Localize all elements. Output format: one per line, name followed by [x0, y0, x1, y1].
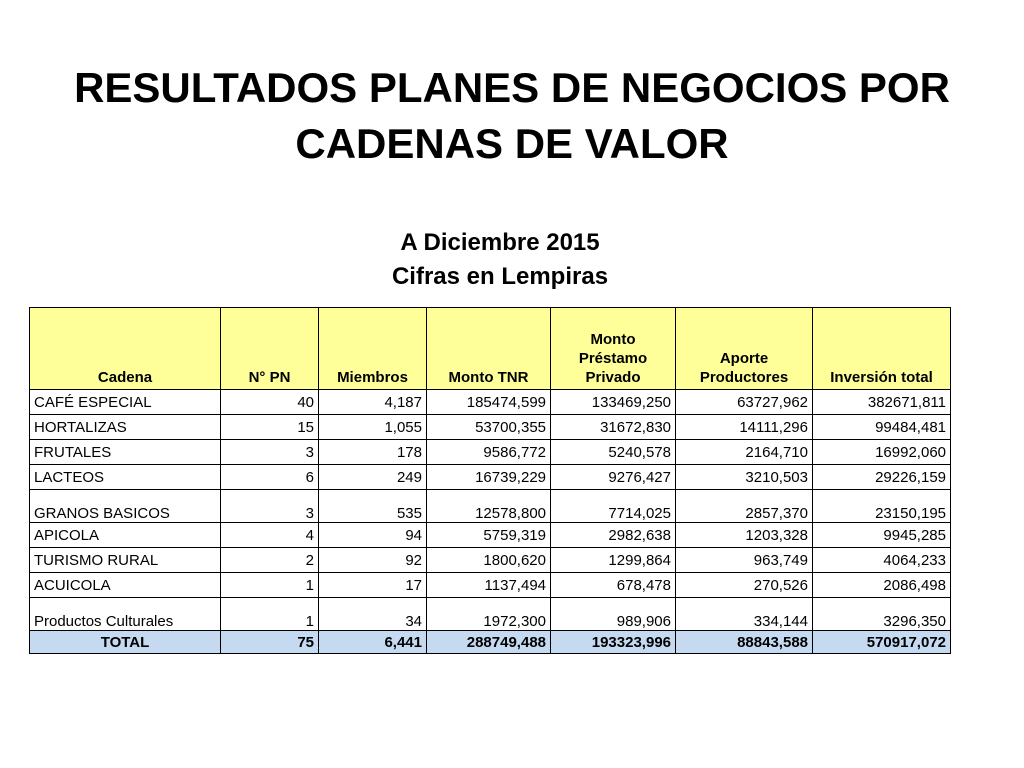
cell-monto-prestamo: 7714,025	[551, 490, 676, 523]
table-row	[30, 573, 951, 598]
cell-monto-prestamo: 31672,830	[551, 415, 676, 440]
cell-cadena: HORTALIZAS	[30, 415, 221, 440]
table-row	[30, 523, 951, 548]
table-row	[30, 490, 951, 523]
cell-monto-tnr: 9586,772	[427, 440, 551, 465]
header-miembros: Miembros	[319, 308, 427, 390]
cell-monto-prestamo: 989,906	[551, 598, 676, 631]
table-row	[30, 440, 951, 465]
header-row	[30, 308, 951, 390]
cell-inversion: 99484,481	[813, 415, 951, 440]
cell-monto-tnr: 1972,300	[427, 598, 551, 631]
cell-n-pn: 15	[221, 415, 319, 440]
header-cadena: Cadena	[30, 308, 221, 390]
header-aporte-line-2: Productores	[699, 369, 789, 386]
cell-inversion: 23150,195	[813, 490, 951, 523]
cell-aporte: 2164,710	[676, 440, 813, 465]
cell-cadena: TURISMO RURAL	[30, 548, 221, 573]
cell-n-pn: 40	[221, 390, 319, 415]
cell-monto-tnr: 12578,800	[427, 490, 551, 523]
cell-cadena: Productos Culturales	[30, 598, 221, 631]
cell-n-pn: 4	[221, 523, 319, 548]
table-footer	[30, 631, 951, 654]
table-row	[30, 390, 951, 415]
cell-miembros: 249	[319, 465, 427, 490]
header-monto-prestamo-line-2: Préstamo	[578, 350, 648, 367]
cell-aporte: 1203,328	[676, 523, 813, 548]
total-n-pn: 75	[221, 631, 319, 654]
header-monto-prestamo-line-3: Privado	[585, 369, 641, 386]
cell-miembros: 178	[319, 440, 427, 465]
header-monto-tnr: Monto TNR	[427, 308, 551, 390]
cell-miembros: 34	[319, 598, 427, 631]
header-aporte-line-1: Aporte	[719, 350, 769, 367]
header-aporte-productores	[676, 308, 813, 390]
subtitle-currency: Cifras en Lempiras	[391, 263, 609, 290]
cell-monto-tnr: 185474,599	[427, 390, 551, 415]
cell-miembros: 4,187	[319, 390, 427, 415]
cell-inversion: 3296,350	[813, 598, 951, 631]
cell-inversion: 29226,159	[813, 465, 951, 490]
table-header	[30, 308, 951, 390]
cell-aporte: 2857,370	[676, 490, 813, 523]
header-monto-prestamo-privado	[551, 308, 676, 390]
cell-miembros: 1,055	[319, 415, 427, 440]
cell-monto-tnr: 1800,620	[427, 548, 551, 573]
cell-aporte: 14111,296	[676, 415, 813, 440]
cell-miembros: 94	[319, 523, 427, 548]
cell-inversion: 4064,233	[813, 548, 951, 573]
cell-n-pn: 6	[221, 465, 319, 490]
total-monto-prestamo: 193323,996	[551, 631, 676, 654]
cell-aporte: 63727,962	[676, 390, 813, 415]
header-inversion-total: Inversión total	[813, 308, 951, 390]
results-table	[29, 307, 951, 654]
cell-monto-prestamo: 5240,578	[551, 440, 676, 465]
cell-aporte: 334,144	[676, 598, 813, 631]
total-row	[30, 631, 951, 654]
cell-n-pn: 1	[221, 598, 319, 631]
cell-aporte: 3210,503	[676, 465, 813, 490]
cell-cadena: APICOLA	[30, 523, 221, 548]
cell-miembros: 535	[319, 490, 427, 523]
cell-aporte: 963,749	[676, 548, 813, 573]
cell-monto-prestamo: 2982,638	[551, 523, 676, 548]
cell-n-pn: 3	[221, 490, 319, 523]
cell-monto-prestamo: 1299,864	[551, 548, 676, 573]
cell-cadena: ACUICOLA	[30, 573, 221, 598]
cell-inversion: 9945,285	[813, 523, 951, 548]
cell-inversion: 382671,811	[813, 390, 951, 415]
table-row	[30, 415, 951, 440]
page-title-line-1: RESULTADOS PLANES DE NEGOCIOS POR	[74, 64, 950, 111]
cell-monto-prestamo: 133469,250	[551, 390, 676, 415]
cell-monto-tnr: 5759,319	[427, 523, 551, 548]
cell-n-pn: 3	[221, 440, 319, 465]
cell-miembros: 17	[319, 573, 427, 598]
cell-cadena: CAFÉ ESPECIAL	[30, 390, 221, 415]
header-monto-prestamo-line-1: Monto	[590, 331, 636, 348]
cell-monto-tnr: 53700,355	[427, 415, 551, 440]
header-n-pn: N° PN	[221, 308, 319, 390]
cell-cadena: LACTEOS	[30, 465, 221, 490]
cell-monto-tnr: 1137,494	[427, 573, 551, 598]
table-row	[30, 465, 951, 490]
page-subtitle	[200, 226, 800, 294]
table-body	[30, 390, 951, 631]
total-inversion: 570917,072	[813, 631, 951, 654]
cell-monto-tnr: 16739,229	[427, 465, 551, 490]
table-row	[30, 548, 951, 573]
total-aporte: 88843,588	[676, 631, 813, 654]
table-row	[30, 598, 951, 631]
total-label: TOTAL	[30, 631, 221, 654]
cell-n-pn: 1	[221, 573, 319, 598]
total-monto-tnr: 288749,488	[427, 631, 551, 654]
page-title-line-2: CADENAS DE VALOR	[295, 120, 729, 167]
cell-n-pn: 2	[221, 548, 319, 573]
cell-inversion: 16992,060	[813, 440, 951, 465]
page-title	[40, 60, 984, 172]
cell-cadena: FRUTALES	[30, 440, 221, 465]
cell-inversion: 2086,498	[813, 573, 951, 598]
cell-monto-prestamo: 678,478	[551, 573, 676, 598]
subtitle-date: A Diciembre 2015	[400, 229, 600, 256]
cell-aporte: 270,526	[676, 573, 813, 598]
cell-miembros: 92	[319, 548, 427, 573]
total-miembros: 6,441	[319, 631, 427, 654]
cell-cadena: GRANOS BASICOS	[30, 490, 221, 523]
cell-monto-prestamo: 9276,427	[551, 465, 676, 490]
